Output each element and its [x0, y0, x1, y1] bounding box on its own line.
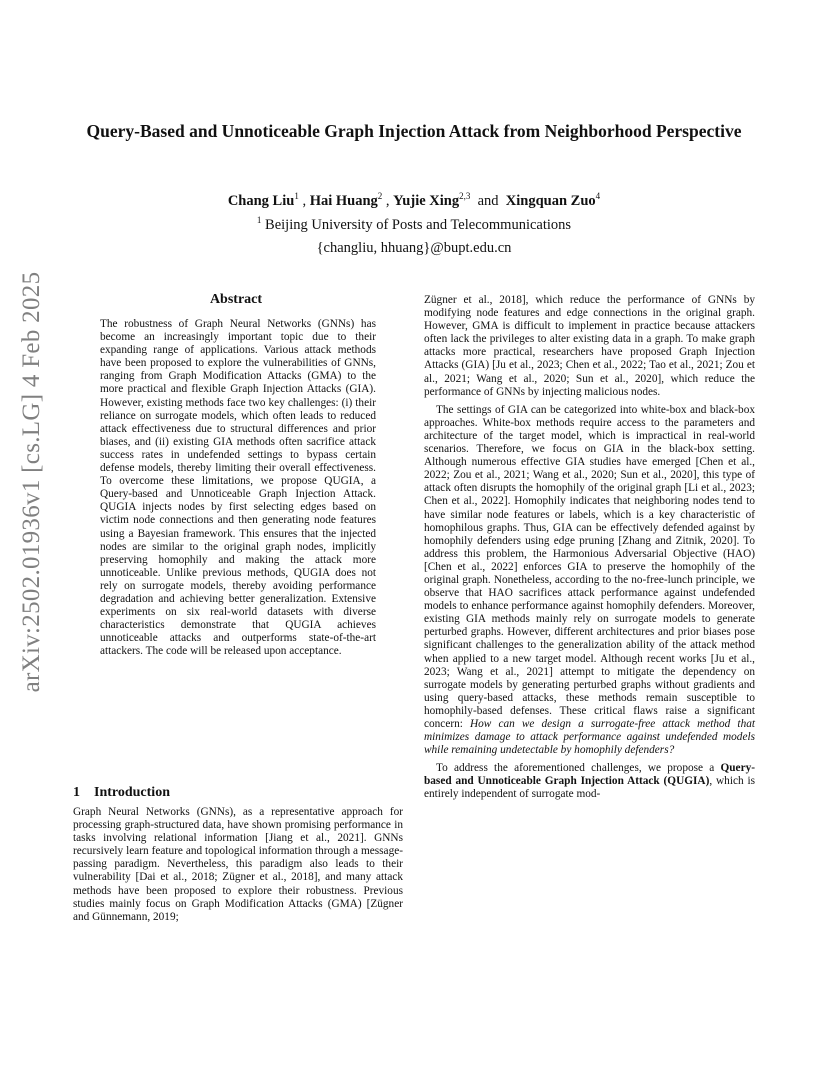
author-sup: 1 [294, 191, 299, 201]
author-name: Chang Liu [227, 192, 295, 209]
method-name: Query-based and Unnoticeable Graph Injection Attack (QUGIA) [424, 762, 755, 788]
right-paragraph-2 [424, 404, 755, 758]
author-and: and [477, 192, 499, 209]
author-separator: , [385, 192, 390, 209]
paragraph-text: The settings of GIA can be categorized into white-box and black-box approaches. White-box methods require access to the parameters and architecture of the target model, which is impractical in real-world scenarios. Therefore, we focus on GIA in the black-box setting. Although numerous effective GIA studies have emerged [Chen et al., 2022; Zou et al., 2021; Wang et al., 2020; Sun et al., 2020], this type of attack often disrupts the homophily of the original graph [Li et al., 2023; Chen et al., 2022]. Homophily indicates that neighboring nodes tend to have similar node features or labels, which is a key characteristic of homophilous graphs. Thus, GIA can be effectively defended against by homophily defenders using edge pruning [Zhang and Zitnik, 2020]. To address this problem, the Harmonious Adversarial Objective (HAO) [Chen et al., 2022] enforces GIA to preserve the homophily of the original graph. Nonetheless, according to the no-free-lunch principle, we observe that HAO sacrifices attack performance against undefended models to enhance performance against homophily defenders. Moreover, existing GIA methods mainly rely on surrogate models to generate perturbed graphs. However, different architectures and prior biases pose significant challenges to the generalization ability of the attack method when applied to a new target model. Although recent works [Ju et al., 2023; Wang et al., 2021] attempt to mitigate the dependency on surrogate models by generating perturbed graphs without gradients and using query-based attacks, these methods remain susceptible to homophily-based defenses. These critical flaws raise a significant concern: [424, 403, 755, 730]
author-name: Xingquan Zuo [505, 192, 596, 209]
introduction-body [73, 806, 403, 924]
abstract-body [100, 318, 376, 658]
abstract-text: The robustness of Graph Neural Networks (GNNs) has become an increasingly important topic due to their expanding range of applications. Various attack methods have been proposed to explore the vulnerabilities of GNNs, ranging from Graph Modification Attacks (GMA) to the more practical and flexible Graph Injection Attacks (GIA). However, existing methods face two key challenges: (i) their reliance on surrogate models, which often leads to reduced attack effectiveness due to structural differences and prior biases, and (ii) existing GIA methods often sacrifice attack success rates in undefended settings to bypass certain defense models, thereby limiting their overall effectiveness. To overcome these limitations, we propose QUGIA, a Query-based and Unnoticeable Graph Injection Attack. QUGIA injects nodes by first selecting edges based on victim node connections and then generating node features using a Bayesian framework. This ensures that the injected nodes are similar to the original graph nodes, implicitly preserving homophily and making the attack more unnoticeable. Unlike previous methods, QUGIA does not rely on surrogate models, thereby avoiding performance degradation and achieving better generalization. Extensive experiments on six real-world datasets with diverse characteristics demonstrate that QUGIA achieves unnoticeable attacks and outperforms state-of-the-art attackers. The code will be released upon acceptance. [100, 318, 376, 658]
section-heading-introduction [73, 785, 184, 801]
section-title: Introduction [94, 785, 170, 800]
affiliation-text: Beijing University of Posts and Telecommunications [265, 216, 572, 233]
abstract-heading: Abstract [209, 292, 263, 307]
arxiv-stamp [15, 271, 49, 693]
research-question: How can we design a surrogate-free attack method that minimizes damage to attack performance against undefended models while remaining undetectable by homophily defenders? [424, 718, 756, 757]
author-sup: 2,3 [459, 191, 471, 201]
affiliation-block [70, 209, 758, 260]
affiliation-sup: 1 [256, 215, 262, 225]
affiliation [70, 209, 758, 237]
paragraph-text: , which is entirely independent of surrogate mod- [424, 775, 755, 801]
author-name: Yujie Xing [393, 192, 460, 209]
right-column [424, 294, 755, 802]
introduction-paragraph: Graph Neural Networks (GNNs), as a representative approach for processing graph-structured data, have shown promising performance in tasks involving relational information [Jiang et al., 2021]. GNNs recursively learn feature and topological information through a message-passing paradigm. Nevertheless, this paradigm also leads to their vulnerability [Dai et al., 2018; Zügner et al., 2018], and many attack methods have been proposed to explore their robustness. Previous studies mainly focus on Graph Modification Attacks (GMA) [Zügner and Günnemann, 2019; [73, 806, 403, 923]
author-separator: , [302, 192, 307, 209]
author-name: Hai Huang [309, 192, 378, 209]
paper-title: Query-Based and Unnoticeable Graph Injection Attack from Neighborhood Perspective [86, 121, 742, 141]
right-paragraph-3 [424, 762, 755, 801]
arxiv-id: arXiv:2502.01936v1 [cs.LG] 4 Feb 2025 [18, 271, 45, 693]
author-sup: 4 [595, 191, 601, 201]
author-sup: 2 [377, 191, 383, 201]
email: {changliu, hhuang}@bupt.edu.cn [316, 239, 512, 256]
author-line [70, 187, 758, 210]
right-paragraph-1: Zügner et al., 2018], which reduce the performance of GNNs by modifying node features and edge connections in the original graph. However, GMA is difficult to implement in practice because attackers often lack the privileges to alter existing data in a graph. To make graph attacks more practical, researchers have proposed Graph Injection Attacks (GIA) [Ju et al., 2023; Chen et al., 2022; Tao et al., 2021; Zou et al., 2021; Wang et al., 2020; Sun et al., 2020], which reduce the performance of GNNs by injecting malicious nodes. [424, 294, 755, 398]
paragraph-text: To address the aforementioned challenges, we propose a [436, 762, 715, 775]
section-number: 1 [73, 785, 80, 800]
